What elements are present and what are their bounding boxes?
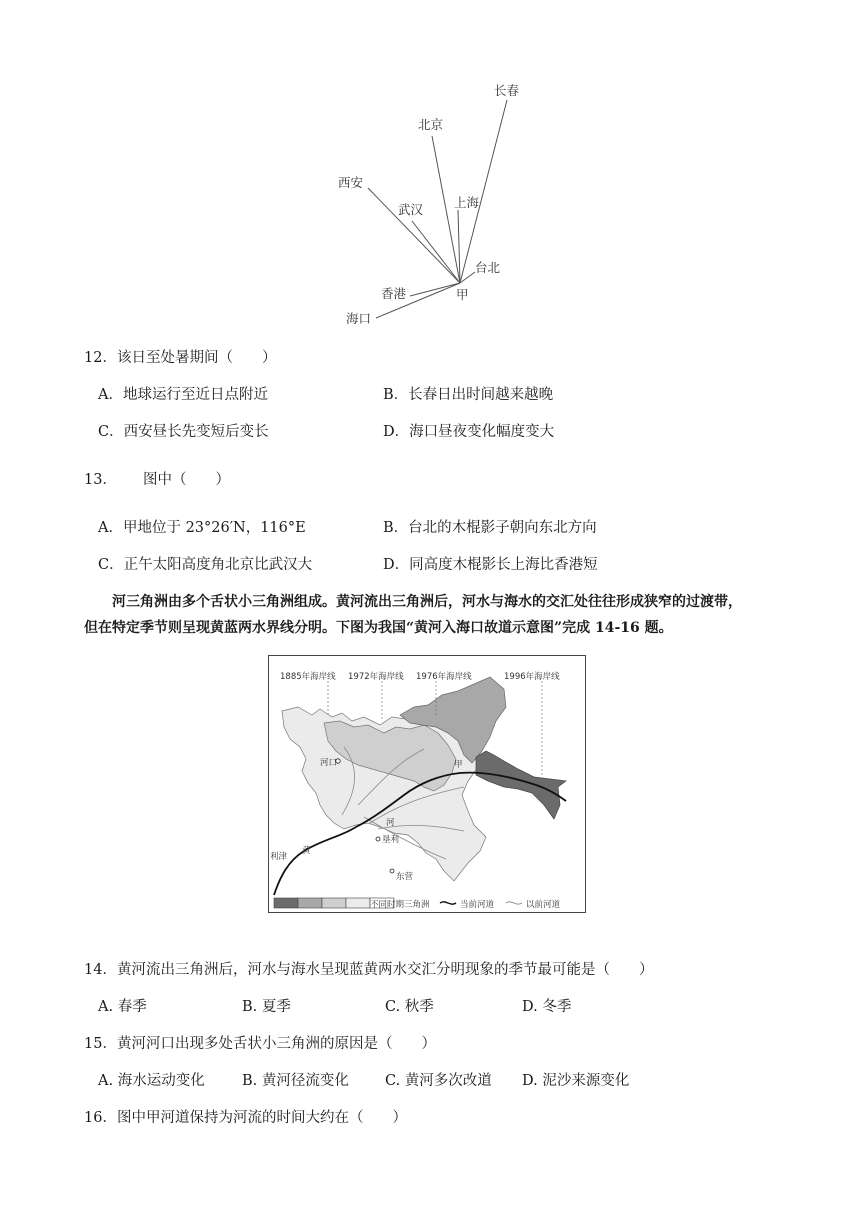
city-label: 武汉 [398,202,424,217]
q15-option-c: C. 黄河多次改道 [385,1073,492,1089]
ray-wuhan [412,221,460,283]
q12-option-d: D．海口昼夜变化幅度变大 [383,424,555,440]
place-huang: 黄 [302,846,311,856]
center-label: 甲 [456,287,469,302]
question-16-stem: 16．图中甲河道保持为河流的时间大约在（ ） [84,1110,407,1126]
q12-option-a: A．地球运行至近日点附近 [98,387,268,403]
q12-option-c: C．西安昼长先变短后变长 [98,424,269,440]
legend-delta-label: 不同时期三角洲 [370,900,430,910]
city-label: 台北 [475,260,501,275]
passage-line-1: 河三角洲由多个舌状小三角洲组成。黄河流出三角洲后，河水与海水的交汇处往往形成狭窄的过渡带， [112,594,742,610]
yellow-river-delta-map [268,655,586,913]
question-12-stem: 12．该日至处暑期间（ ） [84,350,277,366]
q14-option-b: B. 夏季 [242,999,291,1015]
q15-option-b: B. 黄河径流变化 [242,1073,349,1089]
city-label: 海口 [346,311,372,326]
place-hekou: 河口 [320,758,338,768]
place-lijin: 利津 [270,852,288,862]
q13-option-b: B．台北的木棍影子朝向东北方向 [383,520,597,536]
question-15-stem: 15．黄河河口出现多处舌状小三角洲的原因是（ ） [84,1036,436,1052]
place-he: 河 [386,818,395,828]
coastline-1972-label: 1972年海岸线 [348,672,404,682]
shadow-direction-figure [330,78,530,328]
place-kenli: 垦利 [382,835,400,845]
question-14-stem: 14．黄河流出三角洲后，河水与海水呈现蓝黄两水交汇分明现象的季节最可能是（ ） [84,962,654,978]
coastline-1996-label: 1996年海岸线 [504,672,560,682]
ray-hongkong [410,283,460,296]
q13-option-a: A．甲地位于 23°26′N，116°E [98,520,306,536]
city-label: 西安 [338,175,364,190]
passage-line-2: 但在特定季节则呈现黄蓝两水界线分明。下图为我国“黄河入海口故道示意图”完成 14-16 题。 [84,620,673,636]
q14-option-c: C. 秋季 [385,999,434,1015]
coastline-1885-label: 1885年海岸线 [280,672,336,682]
ray-changchun [460,100,507,283]
q14-option-a: A. 春季 [98,999,147,1015]
city-label: 上海 [454,195,480,210]
question-13-stem: 图中（ ） [143,472,230,488]
q13-option-c: C．正午太阳高度角北京比武汉大 [98,557,313,573]
city-label: 香港 [381,286,407,301]
q14-option-d: D. 冬季 [522,999,572,1015]
q15-option-a: A. 海水运动变化 [98,1073,205,1089]
legend-current-label: 当前河道 [460,900,495,910]
city-label: 长春 [494,83,520,98]
city-label: 北京 [418,117,444,132]
q13-option-d: D．同高度木棍影长上海比香港短 [383,557,598,573]
q15-option-d: D. 泥沙来源变化 [522,1073,630,1089]
place-jia: 甲 [454,760,463,770]
q12-option-b: B．长春日出时间越来越晚 [383,387,554,403]
place-dongying: 东营 [396,872,414,882]
question-13-number: 13． [84,472,117,488]
coastline-1976-label: 1976年海岸线 [416,672,472,682]
legend-former-label: 以前河道 [526,900,561,910]
